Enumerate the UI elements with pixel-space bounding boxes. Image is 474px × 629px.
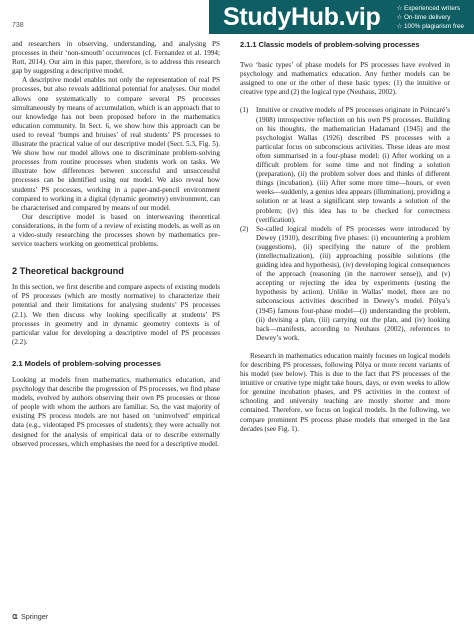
- studyhub-banner[interactable]: [209, 0, 474, 34]
- feature-plagiarism-free: ☆ 100% plagiarism free: [396, 22, 464, 30]
- left-column: [12, 40, 220, 449]
- right-column: [240, 40, 450, 434]
- paragraph: Two ‘basic types’ of phase models for PS processes have evolved in psychology and mathematics education. Any further models can be assigned to one or the other of these basic types: (1) the intuitive or creative type and (2) the logical type (Neuhaus, 2002).: [240, 61, 450, 97]
- list-number: (2): [240, 224, 249, 233]
- list-text: Intuitive or creative models of PS processes originate in Poincaré’s (1908) introspective reflection on his own PS processes. Building on his thoughts, the mathematician Hadamard (1945) and the psychologist Wallas (1926) described PS processes with a particular focus on subconscious activities. These ideas are most often summarised in a four-phase model: (i) After working on a difficult problem for some time and not finding a solution (preparation), (ii) the problem solver does and thinks of different things (incubation). (iii) After some more time—hours, or even weeks—suddenly, a genius idea appears (illumination), providing a solution or at least a significant step towards a solution of the problem; (iv) this idea has to be checked for correctness (verification).: [256, 106, 450, 224]
- section-heading: 2 Theoretical background: [12, 266, 124, 277]
- paragraph: A descriptive model enables not only the representation of real PS processes, but also reveals additional potential for analyses. Our model allows one systematically to compare several PS processes simultaneously by means of accumulation, which is an approach that to our knowledge has not been proposed before in the mathematics education community. In Sect. 6, we show how this approach can be used to reveal ‘bumps and bruises’ of real students’ PS processes to illustrate the practical value of our descriptive model (Sect. 5.3, Fig. 5). We show how our model allows one to discriminate problem-solving processes from routine processes when students work on tasks. We illustrate how differences between successful and unsuccessful processes can be identified using our model. We also reveal how students’ PS processes, working in a paper-and-pencil environment compared to working in a digital (dynamic geometry) environment, can be characterised and compared by means of our model.: [12, 76, 220, 212]
- paragraph: Looking at models from mathematics, mathematics education, and psychology that describe the progression of PS processes, we find phase models, evolved by authors observing their own PS processes or those of people with whom the authors are familiar. So, the vast majority of existing PS process models are not based on ‘uninvolved’ empirical data (e.g., videotaped PS processes of students); they were actually not designed for the analysis of empirical data or to describe externally observed processes, which emphasises the need for a descriptive model.: [12, 376, 220, 448]
- paragraph: In this section, we first describe and compare aspects of existing models of PS processes (which are mostly normative) to characterize their potential and their limitations for analysing students’ PS processes (2.1). We then discuss why looking specifically at students’ PS processes in geometry and in dynamic geometry contexts is of particular value for developing a descriptive model of PS processes (2.2).: [12, 283, 220, 346]
- feature-on-time-delivery: ☆ On-time delivery: [396, 13, 451, 21]
- paragraph: Our descriptive model is based on interweaving theoretical considerations, in the form of a review of existing models, as well as on a video-study researching the processes shown by mathematics pre-service teachers working on geometrical problems.: [12, 212, 220, 249]
- list-item: [240, 106, 450, 224]
- studyhub-logo: StudyHub.vip: [223, 2, 381, 31]
- subsubsection-heading: 2.1.1 Classic models of problem-solving processes: [240, 40, 420, 49]
- list-number: (1): [240, 106, 249, 115]
- footer: [12, 611, 48, 622]
- springer-logo-icon: ⍺: [12, 611, 18, 621]
- list-item: [240, 225, 450, 343]
- subsection-heading: 2.1 Models of problem-solving processes: [12, 358, 161, 368]
- list-text: So-called logical models of PS processes were introduced by Dewey (1910), describing five phases: (i) encountering a problem (suggestions), (ii) specifying the nature of the problem (intellectualization), (iii) approaching possible solutions (the guiding idea and hypothesis), (iv) developing logical consequences of the approach (reasoning (in the narrower sense)), and (v) accepting or rejecting the idea by experiments (testing the hypothesis by action). Unlike in Wallas’ model, there are no subconscious activities described in Dewey’s model. Pólya’s (1945) famous four-phase model—(i) understanding the problem, (ii) devising a plan, (iii) carrying out the plan, and (iv) looking back—manifests, according to Neuhaus (2002), references to Dewey’s work.: [256, 224, 450, 342]
- feature-experienced-writers: ☆ Experienced writers: [396, 4, 461, 12]
- publisher-name: Springer: [20, 612, 49, 621]
- banner-features: [396, 4, 474, 31]
- page-number: 738: [12, 22, 24, 29]
- paragraph: Research in mathematics education mainly focuses on logical models for describing PS processes, following Pólya or more recent variants of his model (see below). This is due to the fact that PS processes of the intuitive or creative type might take hours, days, or even weeks to allow for genuine incubation phases, and PS activities in the context of schooling and university teaching are mostly shorter and more contained. Therefore, we focus on logical models. In the following, we compare prominent PS process phase models that emerged in the last decades (see Fig. 1).: [240, 351, 450, 433]
- model-type-list: [240, 106, 450, 342]
- paragraph: and researchers in observing, understanding, and analysing PS processes in their ‘non-smooth’ occurrences (cf. Fernandez et al. 1994; Rott, 2014). Our aim in this paper, therefore, is to address this research gap by suggesting a descriptive model.: [12, 40, 220, 76]
